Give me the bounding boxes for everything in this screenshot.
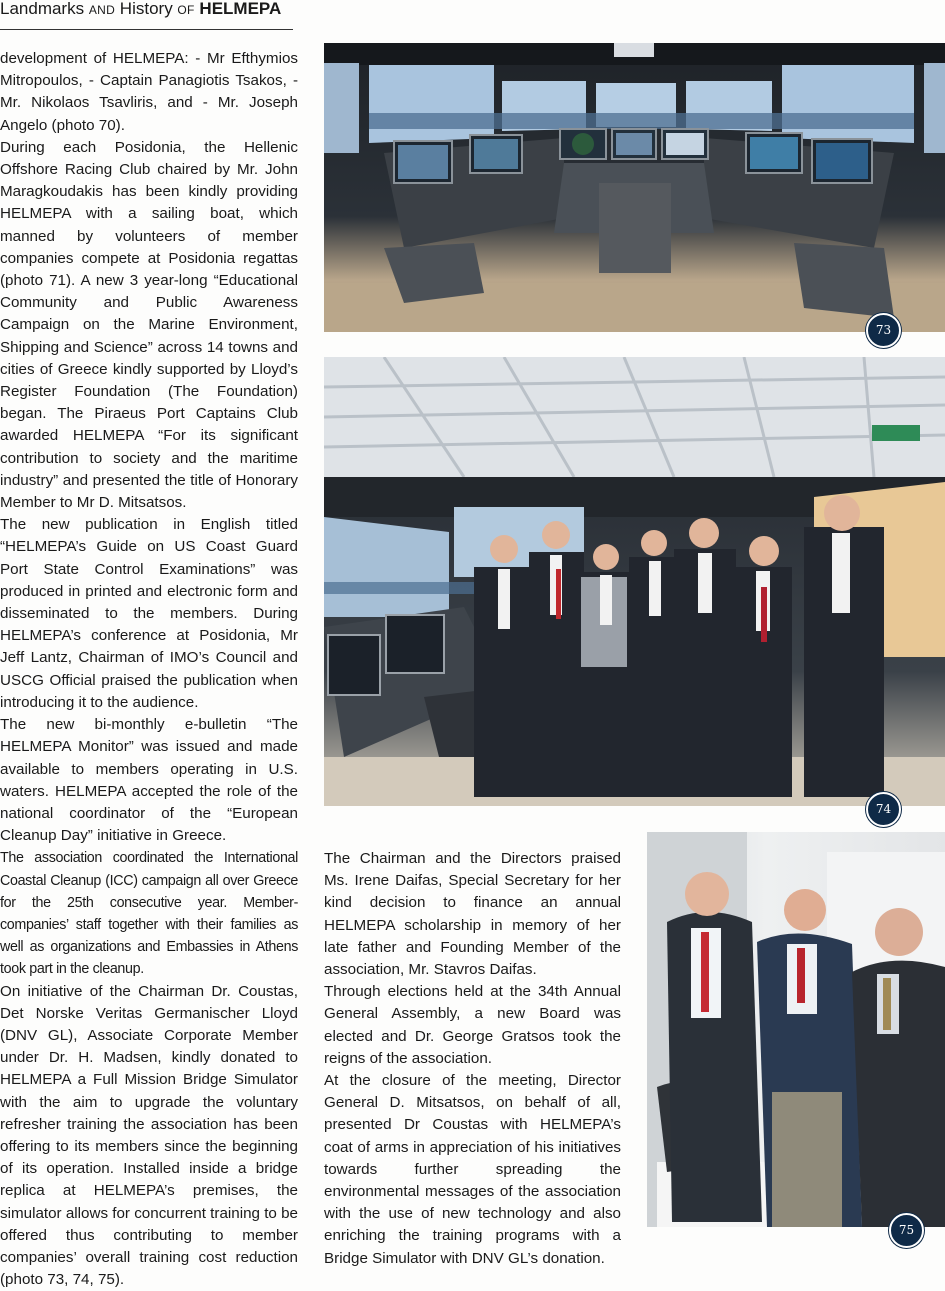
photo-number-badge-73: 73 — [866, 313, 901, 348]
three-men-illustration — [647, 832, 945, 1227]
paragraph: On initiative of the Chairman Dr. Coustas, Det Norske Veritas Germanischer Lloyd (DNV GL), Associate Corporate Member under Dr. H. Madsen, kindly donated to HELMEPA a Full Mission Bridge Simulator with the aim to upgrade the voluntary refresher training the association has been offering to its members since the beginning of its operation. Installed inside a bridge replica at HELMEPA’s premises, the simulator allows for concurrent training to be offered thus contributing to member companies’ overall training cost reduction (photo 73, 74, 75). — [0, 982, 298, 1289]
paragraph: During each Posidonia, the Hellenic Offshore Racing Club chaired by Mr. John Maragkoudakis has been kindly providing HELMEPA with a sailing boat, which manned by volunteers of member companies compete at Posidonia regattas (photo 71). A new 3 year-long “Educational Community and Public Awareness Campaign on the Marine Environment, Shipping and Science” across 14 towns and cities of Greece kindly supported by Lloyd’s Register Foundation (The Foundation) began. The Piraeus Port Captains Club awarded HELMEPA “For its significant contribution to society and the maritime industry” and presented the title of Honorary Member to Mr D. Mitsatsos. — [0, 138, 298, 512]
paragraph: The association coordinated the International Coastal Cleanup (ICC) campaign all over Greece for the 25th consecutive year. Member-companies’ staff together with their families as well as organizations and Embassies in Athens took part in the cleanup. — [0, 850, 298, 978]
header-brand: HELMEPA — [199, 0, 282, 18]
left-text-column — [0, 48, 298, 1291]
middle-text-column — [324, 848, 621, 1270]
paragraph: development of HELMEPA: - Mr Efthymios Mitropoulos, - Captain Panagiotis Tsakos, - Mr. Nikolaos Tsavliris, and - Mr. Joseph Angelo (photo 70). — [0, 50, 298, 134]
header-text-and: AND — [88, 3, 116, 17]
running-header — [0, 0, 295, 30]
paragraph: At the closure of the meeting, Director General D. Mitsatsos, on behalf of all, presented Dr Coustas with HELMEPA’s coat of arms in appreciation of his initiatives towards further spreading the environmental messages of the association with the use of new technology and also enriching the training programs with a Bridge Simulator with DNV GL’s donation. — [324, 1072, 621, 1267]
photo-three-men — [647, 832, 945, 1227]
photo-bridge-simulator — [324, 43, 945, 332]
header-text-of: OF — [177, 3, 195, 17]
group-photo-illustration — [324, 357, 945, 806]
paragraph: The Chairman and the Directors praised Ms. Irene Daifas, Special Secretary for her kind decision to finance an annual HELMEPA scholarship in memory of her late father and Founding Member of the association, Mr. Stavros Daifas. — [324, 850, 621, 979]
header-text-landmarks: Landmarks — [0, 0, 89, 18]
photo-number-badge-75: 75 — [889, 1213, 924, 1248]
header-rule — [0, 29, 293, 30]
photo-number-badge-74: 74 — [866, 792, 901, 827]
header-text-history: History — [115, 0, 178, 18]
photo-group-in-simulator — [324, 357, 945, 806]
paragraph: Through elections held at the 34th Annual General Assembly, a new Board was elected and Dr. George Gratsos took the reigns of the association. — [324, 983, 621, 1067]
bridge-simulator-illustration — [324, 43, 945, 332]
paragraph: The new publication in English titled “HELMEPA’s Guide on US Coast Guard Port State Control Examinations” was produced in printed and electronic form and disseminated to the members. During HELMEPA’s conference at Posidonia, Mr Jeff Lantz, Chairman of IMO’s Council and USCG Official praised the publication when introducing it to the audience. — [0, 516, 298, 711]
paragraph: The new bi-monthly e-bulletin “The HELMEPA Monitor” was issued and made available to members operating in U.S. waters. HELMEPA accepted the role of the national coordinator of the “European Cleanup Day” initiative in Greece. — [0, 716, 298, 845]
